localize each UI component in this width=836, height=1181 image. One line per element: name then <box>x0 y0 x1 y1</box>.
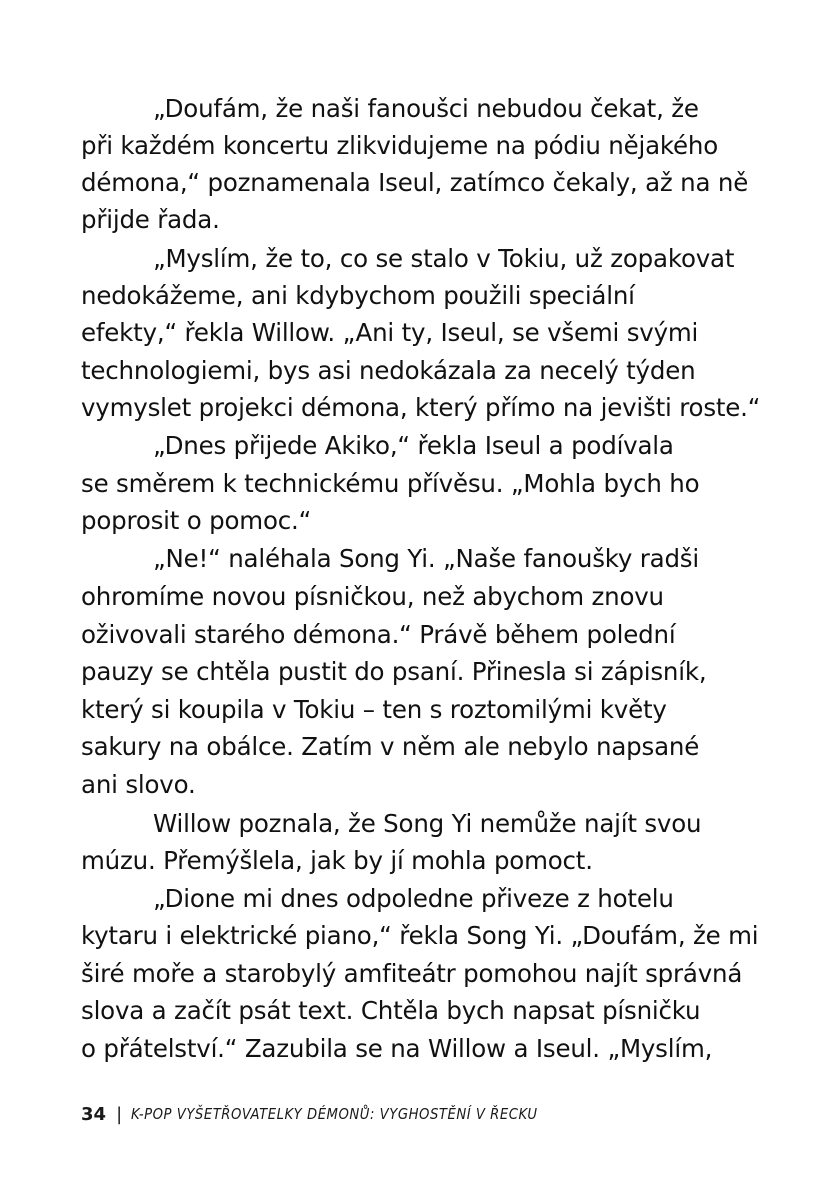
text-line: ani slovo. <box>81 770 196 799</box>
text-line: múzu. Přemýšlela, jak by jí mohla pomoct. <box>81 846 593 875</box>
text-line: širé moře a starobylý amfiteátr pomohou najít správná <box>81 959 743 988</box>
running-title: K-POP VYŠETŘOVATELKY DÉMONŮ: VYGHOSTĚNÍ V ŘECKU <box>131 1105 538 1123</box>
text-line: ohromíme novou písničkou, než abychom znovu <box>81 582 664 611</box>
text-line: se směrem k technickému přívěsu. „Mohla bych ho <box>81 469 700 498</box>
text-line: vymyslet projekci démona, který přímo na jevišti roste.“ <box>81 393 761 422</box>
text-line: pauzy se chtěla pustit do psaní. Přinesla si zápisník, <box>81 657 707 686</box>
text-line: technologiemi, bys asi nedokázala za necelý týden <box>81 356 696 385</box>
text-line: efekty,“ řekla Willow. „Ani ty, Iseul, se všemi svými <box>81 318 699 347</box>
text-line: „Doufám, že naši fanoušci nebudou čekat, že <box>153 94 699 123</box>
text-line: kytaru i elektrické piano,“ řekla Song Yi. „Doufám, že mi <box>81 921 759 950</box>
text-line: poprosit o pomoc.“ <box>81 506 312 535</box>
text-line: „Dione mi dnes odpoledne přiveze z hotelu <box>153 884 674 913</box>
text-line: démona,“ poznamenala Iseul, zatímco čekaly, až na ně <box>81 168 749 197</box>
text-line: Willow poznala, že Song Yi nemůže najít svou <box>153 809 702 838</box>
text-line: „Dnes přijede Akiko,“ řekla Iseul a podívala <box>153 431 674 460</box>
text-line: nedokážeme, ani kdybychom použili speciální <box>81 281 635 310</box>
footer-separator: | <box>116 1103 123 1125</box>
text-line: „Ne!“ naléhala Song Yi. „Naše fanoušky radši <box>153 544 699 573</box>
text-line: při každém koncertu zlikvidujeme na pódiu nějakého <box>81 131 719 160</box>
page-footer <box>81 1101 593 1127</box>
text-line: přijde řada. <box>81 205 220 234</box>
text-line: slova a začít psát text. Chtěla bych napsat písničku <box>81 996 701 1025</box>
text-line: oživovali starého démona.“ Právě během polední <box>81 620 676 649</box>
text-line: „Myslím, že to, co se stalo v Tokiu, už zopakovat <box>153 244 735 273</box>
page-number: 34 <box>81 1103 107 1125</box>
text-line: sakury na obálce. Zatím v něm ale nebylo napsané <box>81 732 700 761</box>
text-line: o přátelství.“ Zazubila se na Willow a Iseul. „Myslím, <box>81 1034 713 1063</box>
text-line: který si koupila v Tokiu – ten s roztomilými květy <box>81 695 667 724</box>
